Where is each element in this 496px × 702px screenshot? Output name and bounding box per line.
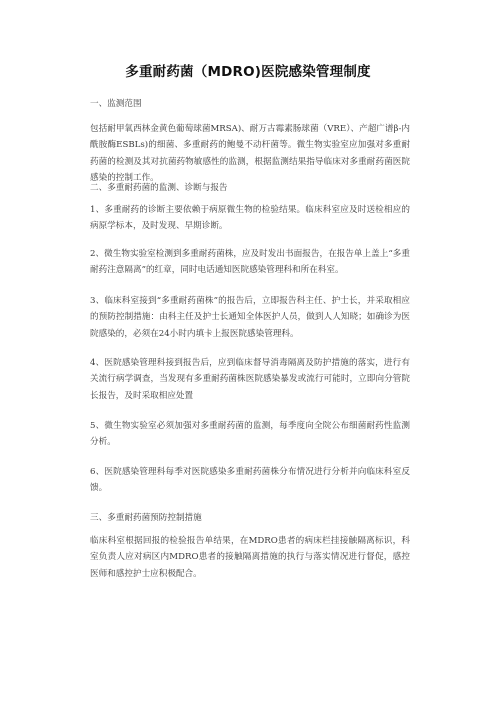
section-2-heading: 二、多重耐药菌的监测、诊断与报告	[90, 183, 228, 193]
section-2-item-2: 2、微生物实验室检测到多重耐药菌株，应及时发出书面报告，在报告单上盖上“多重耐药注意隔离”的红章，同时电话通知医院感染管理科和所在科室。	[90, 249, 410, 276]
document-title: 多重耐药菌（MDRO)医院感染管理制度	[125, 64, 371, 80]
section-1-paragraph: 包括耐甲氧西林金黄色葡萄球菌MRSA)、耐万古霉素肠球菌（VRE）、产超广谱β-内酰胺酶ESBLs)的细菌、多重耐药的鲍曼不动杆菌等。微生物实验室应加强对多重耐药菌的检测及其对抗菌药物敏感性的监测，根据监测结果指导临床对多重耐药菌医院感染的控制工作。	[90, 124, 410, 184]
section-2-item-1: 1、多重耐药的诊断主要依赖于病原微生物的检验结果。临床科室应及时送检相应的病原学标本，及时发现、早期诊断。	[90, 205, 410, 232]
section-3-heading: 三、多重耐药菌预防控制措施	[90, 513, 202, 523]
section-2-item-4: 4、医院感染管理科接到报告后，应到临床督导消毒隔离及防护措施的落实，进行有关流行病学调查，当发现有多重耐药菌株医院感染暴发或流行可能时，立即向分管院长报告，及时采取相应处置	[90, 358, 410, 401]
section-1-heading: 一、监测范围	[90, 99, 142, 109]
section-2-item-5: 5、微生物实验室必须加强对多重耐药菌的监测，每季度向全院公布细菌耐药性监测分析。	[90, 421, 410, 448]
section-3-paragraph: 临床科室根据回报的检验报告单结果，在MDRO患者的病床栏挂接触隔离标识，科室负责人应对病区内MDRO患者的接触隔离措施的执行与落实情况进行督促，感控医师和感控护士应积极配合。	[90, 536, 410, 579]
section-2-item-6: 6、医院感染管理科每季对医院感染多重耐药菌株分布情况进行分析并向临床科室反馈。	[90, 467, 410, 494]
section-2-item-3: 3、临床科室接到“多重耐药菌株”的报告后，立即报告科主任、护士长，并采取相应的预防控制措施：由科主任及护士长通知全体医护人员，做到人人知晓；如确诊为医院感染的，必须在24小时内填卡上报医院感染管理科。	[90, 296, 410, 339]
